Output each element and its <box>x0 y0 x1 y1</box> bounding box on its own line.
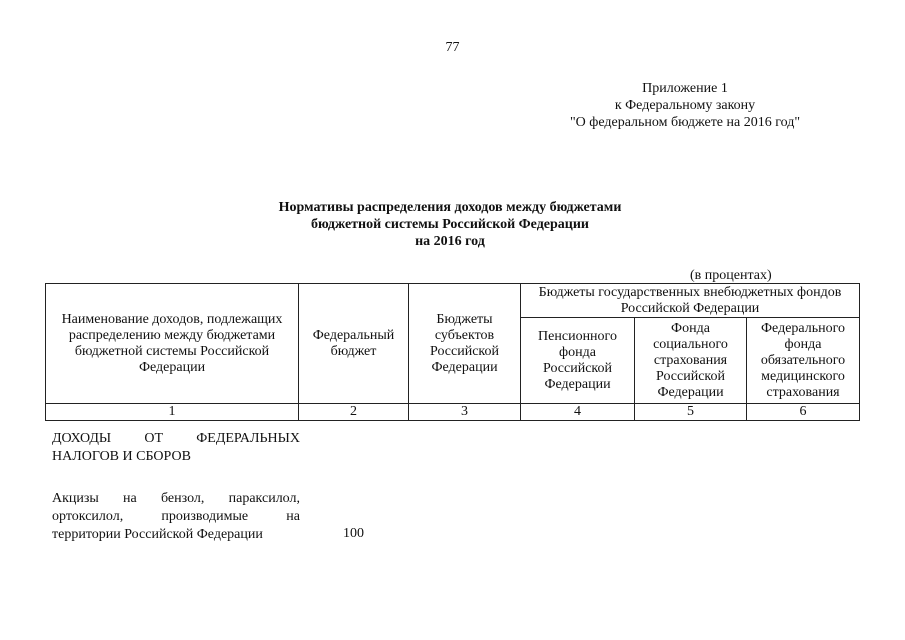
page-number: 77 <box>445 40 460 55</box>
row-federal-value: 100 <box>343 526 364 541</box>
column-number: 6 <box>747 404 860 421</box>
appendix-reference <box>520 80 850 131</box>
column-number: 4 <box>521 404 635 421</box>
column-number: 3 <box>409 404 521 421</box>
title-line-1: Нормативы распределения доходов между бюджетами <box>278 200 622 215</box>
header-federal-budget: Федеральный бюджет <box>299 284 409 404</box>
title-line-3: на 2016 год <box>415 234 485 249</box>
units-note: (в процентах) <box>690 268 772 283</box>
header-regional-budgets: Бюджеты субъектов Российской Федерации <box>409 284 521 404</box>
column-number: 1 <box>46 404 299 421</box>
distribution-table <box>45 283 860 421</box>
appendix-line-1: Приложение 1 <box>642 81 728 96</box>
header-pension-fund: Пенсионного фонда Российской Федерации <box>521 318 635 404</box>
appendix-line-2: к Федеральному закону <box>614 98 756 113</box>
header-medical-insurance-fund: Федерального фонда обязательного медицинского страхования <box>747 318 860 404</box>
column-number-row <box>46 404 860 421</box>
column-number: 5 <box>635 404 747 421</box>
header-extrabudgetary-funds: Бюджеты государственных внебюджетных фондов Российской Федерации <box>521 284 860 318</box>
row-label: ДОХОДЫ ОТ ФЕДЕРАЛЬНЫХ НАЛОГОВ И СБОРОВ <box>52 431 300 464</box>
header-social-insurance-fund: Фонда социального страхования Российской Федерации <box>635 318 747 404</box>
document-title <box>150 199 750 250</box>
header-income-name: Наименование доходов, подлежащих распределению между бюджетами бюджетной системы Российской Федерации <box>46 284 299 404</box>
header-row-top <box>46 284 860 318</box>
column-number: 2 <box>299 404 409 421</box>
appendix-line-3: "О федеральном бюджете на 2016 год" <box>569 115 801 130</box>
row-label: Акцизы на бензол, параксилол, ортоксилол, производимые на территории Российской Федерации <box>52 491 300 542</box>
title-line-2: бюджетной системы Российской Федерации <box>311 217 589 232</box>
